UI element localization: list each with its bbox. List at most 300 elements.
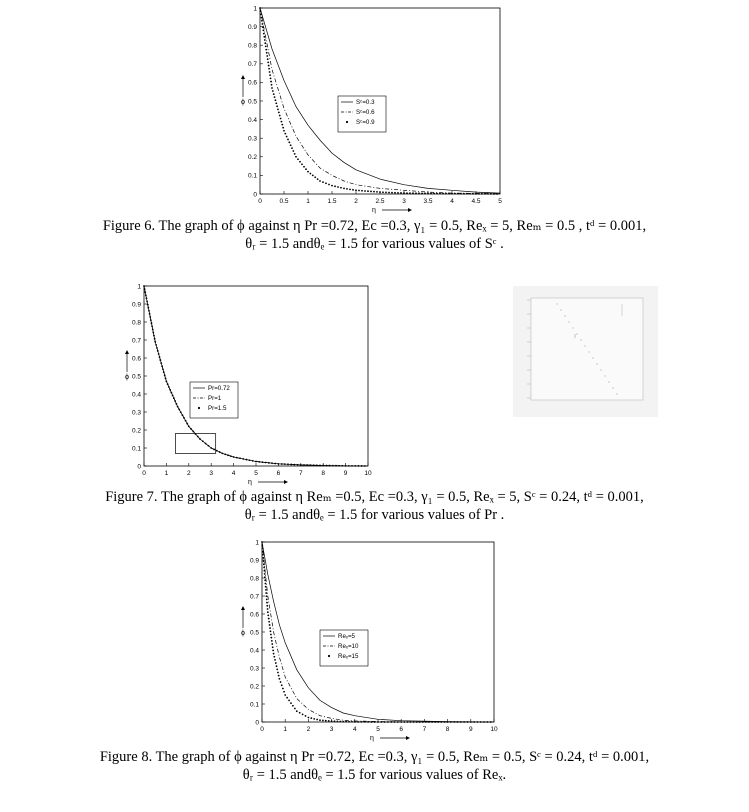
series-point [270,637,272,639]
series-point [447,721,449,723]
series-point [457,721,459,723]
series-point [190,428,192,430]
series-point [475,193,477,195]
y-axis-label: ϕ [241,630,245,637]
series-point [441,721,443,723]
y-tick-label: 0 [137,463,141,471]
series-point [376,191,378,193]
series-point [419,721,421,723]
series-point [274,96,276,98]
x-axis-arrowhead [406,736,410,740]
series-point [313,464,315,466]
series-point [424,192,426,194]
series-point [202,440,204,442]
series-point [361,721,363,723]
series-point [174,400,176,402]
series-point [144,288,146,290]
series-point [264,42,266,44]
series-point [308,717,310,719]
series-point [300,464,302,466]
figure-7-plot [122,282,374,490]
series-point [268,65,270,67]
series-point [266,599,268,601]
series-point [421,192,423,194]
figure-6-plot [238,4,506,216]
series-point [374,721,376,723]
legend-entry: Reₓ=10 [338,643,359,650]
x-tick-label: 1.5 [327,198,337,205]
series-point [352,189,354,191]
series-point [278,675,280,677]
series-point [442,193,444,195]
series-point [463,721,465,723]
series-line-1 [262,542,494,722]
series-point [364,190,366,192]
series-point [487,193,489,195]
series-point [301,163,303,165]
series-point [409,192,411,194]
series-point [490,721,492,723]
series-point [273,653,275,655]
series-point [277,672,279,674]
series-point [413,721,415,723]
series-point [427,193,429,195]
y-axis-arrowhead [125,350,129,354]
series-point [164,374,166,376]
series-point [276,668,278,670]
series-point [348,721,350,723]
y-axis-arrowhead [241,606,245,610]
series-point [415,192,417,194]
series-point [170,392,172,394]
y-tick-label: 0.2 [131,427,141,435]
y-tick-label: 0.6 [131,355,141,363]
series-point [314,176,316,178]
series-point [159,356,161,358]
series-point [294,708,296,710]
series-point [271,462,273,464]
x-tick-label: 9 [468,726,473,733]
series-point [230,455,232,457]
series-point [262,26,264,28]
series-point [310,464,312,466]
series-point [379,191,381,193]
series-point [263,33,265,35]
series-point [269,71,271,73]
x-tick-label: 9 [343,470,348,477]
x-tick-label: 5 [498,198,502,205]
series-point [290,702,292,704]
series-point [185,420,187,422]
series-point [270,81,272,83]
series-point [260,13,262,15]
series-line-2 [262,542,494,722]
series-point [483,721,485,723]
series-point [262,557,264,559]
x-axis-label: η [372,207,376,214]
y-tick-label: 0.1 [249,701,259,709]
figure-7-caption-line-2: θᵣ = 1.5 andθₑ = 1.5 for various values of Pr . [244,507,505,523]
series-line-1 [144,286,368,466]
series-point [271,87,273,89]
series-point [354,465,356,467]
series-point [233,456,235,458]
series-point [340,187,342,189]
series-point [216,450,218,452]
series-point [260,10,262,12]
series-point [268,462,270,464]
series-point [205,443,207,445]
series-point [466,193,468,195]
series-point [439,193,441,195]
series-point [284,133,286,135]
series-point [182,414,184,416]
series-point [319,464,321,466]
series-point [457,193,459,195]
y-tick-label: 0.2 [249,683,259,691]
series-point [150,319,152,321]
series-point [282,127,284,129]
series-point [425,721,427,723]
x-tick-label: 7 [298,470,303,477]
series-point [477,721,479,723]
x-axis-arrowhead [408,208,412,212]
series-point [481,193,483,195]
plot-frame [262,542,494,722]
series-point [355,189,357,191]
legend-entry: Sᶜ=0.6 [356,109,375,116]
legend-entry: Sᶜ=0.9 [356,119,375,126]
series-point [272,646,274,648]
series-point [262,23,264,25]
figure-6-caption-line-1: Figure 6. The graph of ϕ against η Pr =0.72, Ec =0.3, γ₁ = 0.5, Reₓ = 5, Reₘ = 0.5 , tᵈ = 0.001, [102,218,647,234]
series-point [144,291,146,293]
series-point [331,720,333,722]
series-point [317,178,319,180]
y-tick-label: 0 [253,191,257,199]
series-point [342,465,344,467]
series-point [266,605,268,607]
series-point [252,460,254,462]
x-tick-label: 3 [209,470,214,477]
zoom-region-box [175,434,215,454]
series-point [224,453,226,455]
series-point [339,721,341,723]
series-point [264,39,266,41]
series-point [263,567,265,569]
series-point [286,697,288,699]
y-tick-label: 0.4 [247,116,257,124]
y-tick-label: 0.5 [249,629,259,637]
y-tick-label: 0.6 [249,611,259,619]
series-point [470,721,472,723]
series-point [329,465,331,467]
series-point [163,371,165,373]
series-point [208,445,210,447]
y-tick-label: 0.7 [247,61,257,69]
series-point [267,611,269,613]
x-tick-label: 1 [164,470,169,477]
series-point [156,347,158,349]
series-point [406,721,408,723]
series-point [292,705,294,707]
series-point [434,721,436,723]
series-point [348,465,350,467]
series-point [299,712,301,714]
series-point [165,377,167,379]
series-point [319,180,321,182]
series-point [265,589,267,591]
series-point [394,192,396,194]
series-point [265,462,267,464]
x-tick-label: 4 [352,726,357,733]
series-point [277,108,279,110]
series-point [328,184,330,186]
series-point [267,58,269,60]
y-axis-label: ϕ [125,374,129,381]
series-point [227,454,229,456]
series-point [269,74,271,76]
series-point [266,52,268,54]
series-point [186,423,188,425]
y-tick-label: 0.3 [249,665,259,673]
figure-6-caption-line-2: θᵣ = 1.5 andθₑ = 1.5 for various values of Sᶜ . [245,236,504,252]
series-point [310,173,312,175]
series-point [437,721,439,723]
series-point [262,554,264,556]
series-point [490,193,492,195]
series-point [406,192,408,194]
x-tick-label: 5 [254,470,258,477]
series-point [279,678,281,680]
series-point [272,650,274,652]
series-point [354,721,356,723]
series-point [445,193,447,195]
series-point [283,130,285,132]
y-tick-label: 0.7 [249,593,259,601]
series-point [397,192,399,194]
series-point [149,313,151,315]
series-point [281,124,283,126]
series-point [358,190,360,192]
series-point [147,304,149,306]
series-point [322,720,324,722]
series-point [387,721,389,723]
series-point [351,465,353,467]
x-tick-label: 10 [490,726,498,733]
series-point [265,592,267,594]
figure-7-caption [0,488,749,524]
series-point [192,431,194,433]
y-tick-label: 0.3 [131,409,141,417]
series-point [173,397,175,399]
series-point [152,332,154,334]
series-point [416,721,418,723]
legend-marker [346,121,348,123]
series-point [431,721,433,723]
y-tick-label: 0.4 [249,647,259,655]
series-point [263,36,265,38]
y-tick-label: 0.1 [247,172,257,180]
series-point [469,193,471,195]
series-line-2 [144,286,368,466]
series-point [266,55,268,57]
series-point [343,188,345,190]
series-point [246,459,248,461]
series-point [154,341,156,343]
series-point [422,721,424,723]
series-point [294,464,296,466]
figure-7-caption-line-1: Figure 7. The graph of ϕ against η Reₘ =0.5, Ec =0.3, γ₁ = 0.5, Reₓ = 5, Sᶜ = 0.24, tᵈ = 0.001, [105,489,644,505]
series-point [451,193,453,195]
series-point [478,193,480,195]
x-tick-label: 0 [142,470,146,477]
series-point [312,175,314,177]
series-point [305,715,307,717]
series-point [154,338,156,340]
series-point [322,465,324,467]
series-point [299,161,301,163]
series-point [236,457,238,459]
series-point [418,192,420,194]
series-point [275,99,277,101]
series-point [296,710,298,712]
series-point [151,325,153,327]
series-point [351,721,353,723]
series-point [394,721,396,723]
series-point [284,694,286,696]
y-axis-arrowhead [241,75,245,79]
series-point [313,718,315,720]
series-point [332,465,334,467]
y-tick-label: 0.9 [249,557,259,565]
series-point [268,618,270,620]
series-point [147,307,149,309]
legend-entry: Pr=1 [208,395,222,402]
series-point [331,185,333,187]
series-point [463,193,465,195]
series-point [268,621,270,623]
x-tick-label: 4 [231,470,236,477]
series-point [269,624,271,626]
x-tick-label: 8 [321,470,326,477]
series-point [370,191,372,193]
y-tick-label: 0 [255,719,259,727]
series-point [337,186,339,188]
series-point [287,139,289,141]
series-point [380,721,382,723]
series-point [357,721,359,723]
series-point [287,463,289,465]
x-axis-label: η [370,735,374,742]
series-point [267,614,269,616]
series-point [266,602,268,604]
y-tick-label: 0.7 [131,337,141,345]
zoom-inset-plot [513,286,658,417]
series-point [400,192,402,194]
series-point [325,720,327,722]
series-point [259,7,261,9]
series-point [264,573,266,575]
series-point [390,721,392,723]
series-point [453,721,455,723]
x-tick-label: 8 [445,726,450,733]
series-point [448,193,450,195]
series-point [270,630,272,632]
series-point [145,294,147,296]
series-point [278,463,280,465]
series-point [199,438,201,440]
series-point [222,453,224,455]
series-point [290,464,292,466]
series-point [152,329,154,331]
y-tick-label: 0.9 [247,23,257,31]
series-point [473,721,475,723]
series-point [303,464,305,466]
series-point [288,141,290,143]
series-point [403,192,405,194]
series-point [486,721,488,723]
y-tick-label: 1 [255,539,259,547]
series-point [188,426,190,428]
series-point [346,188,348,190]
series-point [433,193,435,195]
series-point [261,17,263,19]
series-point [496,193,498,195]
series-point [267,61,269,63]
x-tick-label: 5 [376,726,380,733]
series-point [326,465,328,467]
series-point [280,681,282,683]
series-point [412,192,414,194]
y-tick-label: 0.6 [247,79,257,87]
x-axis-label: η [248,479,252,486]
series-point [155,344,157,346]
series-point [306,464,308,466]
series-point [338,465,340,467]
x-tick-label: 0 [258,198,262,205]
series-point [263,563,265,565]
figure-8-caption-line-2: θᵣ = 1.5 andθₑ = 1.5 for various values of Reₓ. [242,767,507,783]
x-tick-label: 10 [364,470,372,477]
series-point [180,411,182,413]
series-point [382,191,384,193]
y-tick-label: 0.4 [131,391,141,399]
series-point [249,459,251,461]
series-point [149,316,151,318]
series-point [162,368,164,370]
series-point [264,579,266,581]
series-point [281,684,283,686]
series-point [281,121,283,123]
series-point [361,190,363,192]
series-point [377,721,379,723]
legend-entry: Reₓ=15 [338,653,359,660]
series-point [265,45,267,47]
series-point [310,717,312,719]
y-tick-label: 0.5 [247,98,257,106]
series-point [345,465,347,467]
series-point [197,436,199,438]
x-tick-label: 2.5 [375,198,385,205]
series-point [428,721,430,723]
series-point [305,168,307,170]
series-point [146,301,148,303]
series-point [493,193,495,195]
series-point [302,713,304,715]
series-point [262,461,264,463]
series-point [269,627,271,629]
